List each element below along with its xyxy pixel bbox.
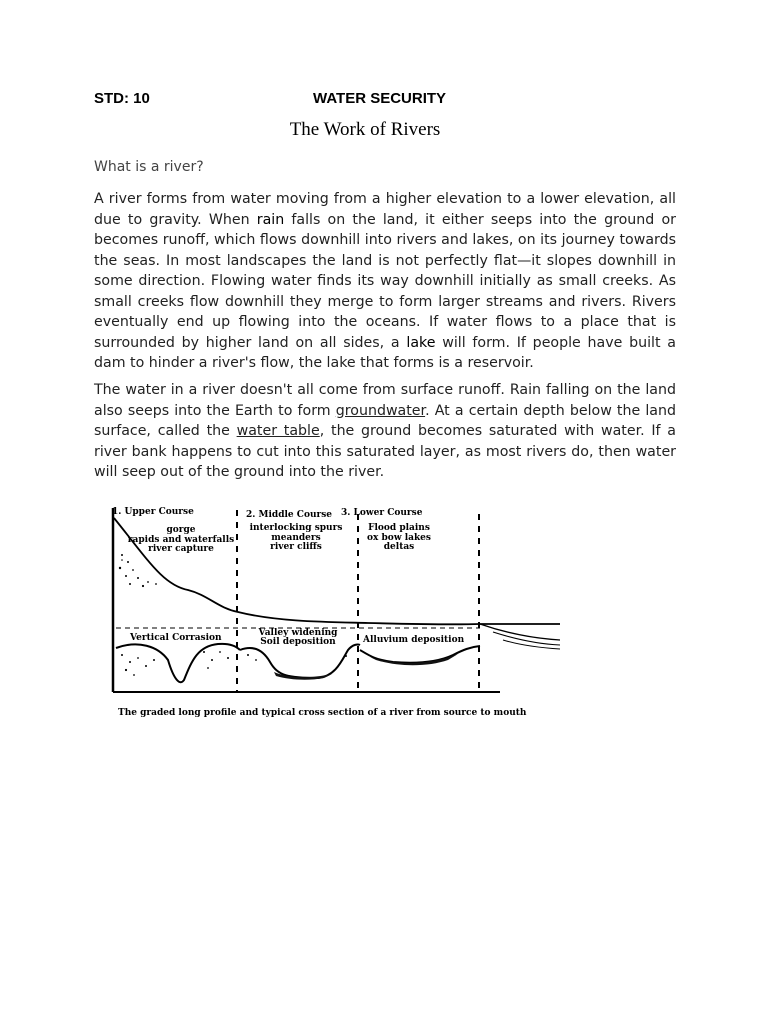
v-valley-section xyxy=(116,644,240,682)
valley-widening-label: Valley widening xyxy=(258,628,338,638)
middle-course-label: 2. Middle Course xyxy=(246,510,333,520)
upper-feature-3: river capture xyxy=(148,544,214,554)
paragraph-2-text-a: The water in a river doesn't all come from surface runoff. Rain falling on the land also seeps into the Earth to form xyxy=(94,382,676,419)
upper-course-label: 1. Upper Course xyxy=(112,507,194,517)
upper-feature-1: gorge xyxy=(166,525,196,535)
middle-feature-1: interlocking spurs xyxy=(249,523,343,533)
soil-deposition-label: Soil deposition xyxy=(260,637,336,647)
lower-feature-3: deltas xyxy=(383,542,415,552)
groundwater-link[interactable]: groundwater xyxy=(335,402,426,419)
rain-term: rain xyxy=(256,211,285,228)
rock-texture-upper xyxy=(119,554,157,587)
page-title: The Work of Rivers xyxy=(289,119,441,140)
subject-heading: WATER SECURITY xyxy=(313,90,447,107)
paragraph-1-text-b: falls on the land, it either seeps into the ground or becomes runoff, which flows downhill into rivers and lakes, on its journey towards the seas. In most landscapes the land is not perfectly flat—it slopes downhill in some direction. Flowing water finds its way downhill initially as small creeks. As small creeks flow downhill they merge to form larger streams and rivers. Rivers eventually end up flowing into the oceans. If water flows to a place that is surrounded by higher land on all sides, a xyxy=(94,211,676,351)
alluvium-deposition-label: Alluvium deposition xyxy=(363,635,465,645)
paragraph-1-text-a: A river forms from water moving from a higher elevation to a lower elevation, all due to gravity. When xyxy=(94,191,676,228)
rock-texture-lower xyxy=(121,651,347,676)
lower-course-label: 3. Lower Course xyxy=(341,508,423,518)
std-label: STD: 10 xyxy=(94,90,150,107)
paragraph-2-text-c: , the ground becomes saturated with water. If a river bank happens to cut into this saturated layer, as most rivers do, then water will seep out of the ground into the river. xyxy=(94,423,676,480)
sea-line-1 xyxy=(480,624,560,640)
paragraph-2-text-b: . At a certain depth below the land surface, called the xyxy=(94,402,676,439)
water-table-link[interactable]: water table xyxy=(236,423,320,439)
paragraph-1 xyxy=(94,189,676,374)
diagram-caption: The graded long profile and typical cross section of a river from source to mouth xyxy=(118,708,527,718)
paragraph-2 xyxy=(94,380,676,483)
middle-valley-section xyxy=(240,645,360,678)
paragraph-1-text-c: will form. If people have built a dam to hinder a river's flow, the lake that forms is a reservoir. xyxy=(94,334,676,371)
lower-feature-1: Flood plains xyxy=(368,523,430,533)
upper-feature-2: rapids and waterfalls xyxy=(127,535,235,545)
lower-feature-2: ox bow lakes xyxy=(367,533,431,543)
vertical-corrasion-label: Vertical Corrasion xyxy=(130,633,222,643)
lake-term: lake xyxy=(406,334,436,351)
middle-feature-2: meanders xyxy=(271,533,321,543)
sea-line-2 xyxy=(493,632,560,645)
question-heading: What is a river? xyxy=(94,159,204,175)
middle-feature-3: river cliffs xyxy=(270,542,322,552)
river-profile-diagram xyxy=(108,500,568,722)
